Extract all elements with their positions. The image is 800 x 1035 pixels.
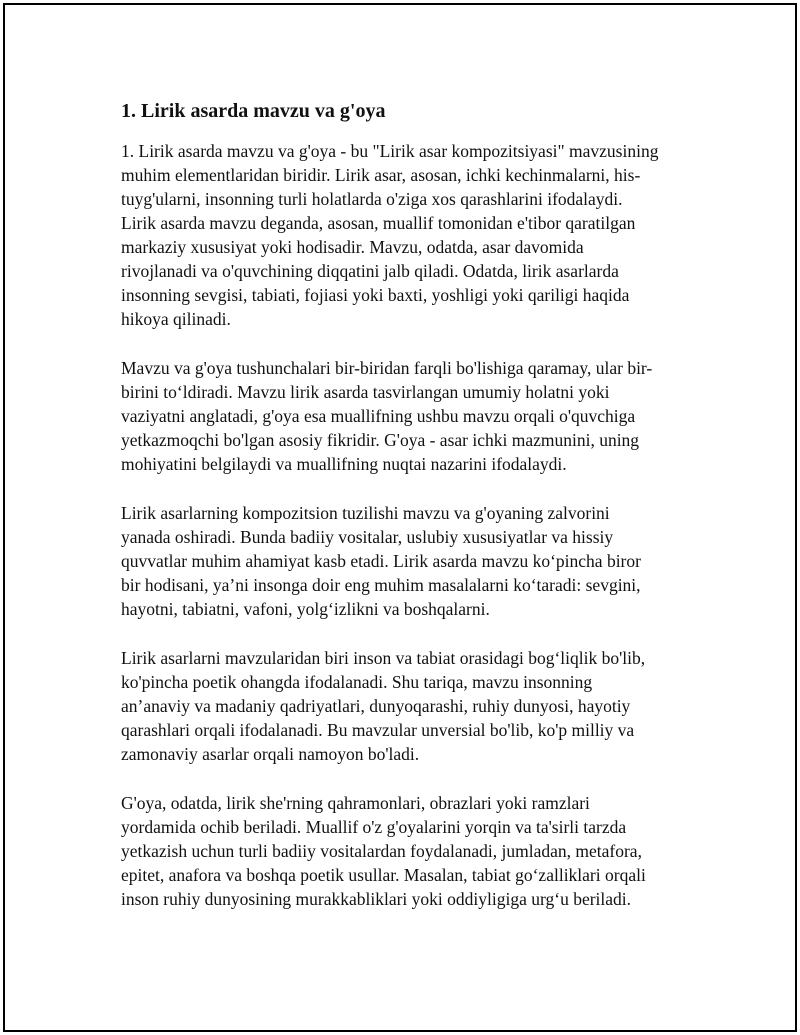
page-frame	[3, 3, 797, 1032]
paragraph-line: hikoya qilinadi.	[121, 309, 231, 329]
paragraph-line: Lirik asarda mavzu deganda, asosan, muallif tomonidan e'tibor qaratilgan	[121, 213, 636, 233]
paragraph-line: an’anaviy va madaniy qadriyatlari, dunyoqarashi, ruhiy dunyosi, hayotiy	[121, 696, 631, 716]
paragraph-line: mohiyatini belgilaydi va muallifning nuqtai nazarini ifodalaydi.	[121, 454, 567, 474]
paragraph-line: insonning sevgisi, tabiati, fojiasi yoki baxti, yoshligi yoki qariligi haqida	[121, 285, 630, 305]
paragraph	[121, 791, 693, 911]
paragraph	[121, 356, 693, 476]
paragraph-line: vaziyatni anglatadi, g'oya esa muallifning ushbu mavzu orqali o'quvchiga	[121, 406, 636, 426]
paragraph-line: yordamida ochib beriladi. Muallif o'z g'oyalarini yorqin va ta'sirli tarzda	[121, 817, 627, 837]
paragraph-line: tuyg'ularni, insonning turli holatlarda o'ziga xos qarashlarini ifodalaydi.	[121, 189, 623, 209]
paragraph-line: Lirik asarlarni mavzularidan biri inson va tabiat orasidagi bog‘liqlik bo'lib,	[121, 648, 646, 668]
document-heading: 1. Lirik asarda mavzu va g'oya	[121, 100, 386, 122]
document-body	[121, 99, 693, 936]
paragraph-line: birini to‘ldiradi. Mavzu lirik asarda tasvirlangan umumiy holatni yoki	[121, 382, 610, 402]
paragraph	[121, 501, 693, 621]
paragraph-line: yanada oshiradi. Bunda badiiy vositalar, uslubiy xususiyatlar va hissiy	[121, 527, 614, 547]
paragraph-line: hayotni, tabiatni, vafoni, yolg‘izlikni va boshqalarni.	[121, 599, 490, 619]
paragraph-line: 1. Lirik asarda mavzu va g'oya - bu "Lirik asar kompozitsiyasi" mavzusining	[121, 141, 659, 161]
paragraph-line: ko'pincha poetik ohangda ifodalanadi. Shu tariqa, mavzu insonning	[121, 672, 593, 692]
paragraph-line: Lirik asarlarning kompozitsion tuzilishi mavzu va g'oyaning zalvorini	[121, 503, 610, 523]
paragraph-line: epitet, anafora va boshqa poetik usullar. Masalan, tabiat go‘zalliklari orqali	[121, 865, 646, 885]
paragraph	[121, 646, 693, 766]
paragraph-line: muhim elementlaridan biridir. Lirik asar, asosan, ichki kechinmalarni, his-	[121, 165, 641, 185]
paragraph-line: qarashlari orqali ifodalanadi. Bu mavzular unversial bo'lib, ko'p milliy va	[121, 720, 635, 740]
paragraph-line: quvvatlar muhim ahamiyat kasb etadi. Lirik asarda mavzu ko‘pincha biror	[121, 551, 641, 571]
paragraph-line: yetkazmoqchi bo'lgan asosiy fikridir. G'oya - asar ichki mazmunini, uning	[121, 430, 640, 450]
paragraph-line: markaziy xususiyat yoki hodisadir. Mavzu, odatda, asar davomida	[121, 237, 584, 257]
paragraph-line: Mavzu va g'oya tushunchalari bir-biridan farqli bo'lishiga qaramay, ular bir-	[121, 358, 653, 378]
paragraph-line: bir hodisani, ya’ni insonga doir eng muhim masalalarni ko‘taradi: sevgini,	[121, 575, 641, 595]
paragraph-line: inson ruhiy dunyosining murakkabliklari yoki oddiyligiga urg‘u beriladi.	[121, 889, 632, 909]
paragraph-line: zamonaviy asarlar orqali namoyon bo'ladi.	[121, 744, 420, 764]
paragraph-line: G'oya, odatda, lirik she'rning qahramonlari, obrazlari yoki ramzlari	[121, 793, 590, 813]
paragraph-line: rivojlanadi va o'quvchining diqqatini jalb qiladi. Odatda, lirik asarlarda	[121, 261, 619, 281]
paragraph	[121, 139, 693, 331]
paragraph-line: yetkazish uchun turli badiiy vositalardan foydalanadi, jumladan, metafora,	[121, 841, 642, 861]
